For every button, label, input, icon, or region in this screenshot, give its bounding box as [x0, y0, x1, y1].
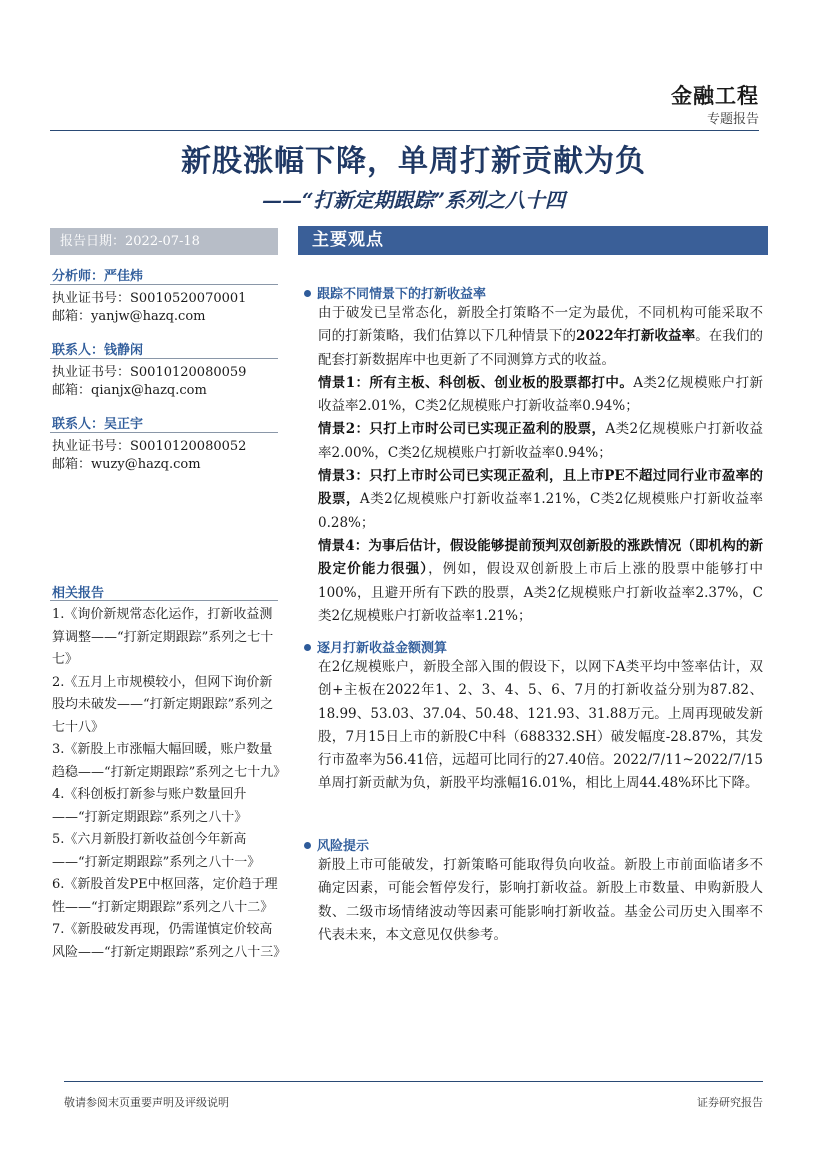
related-report-item[interactable]: 6.《新股首发PE中枢回落，定价趋于理性——“打新定期跟踪”系列之八十二》 [52, 877, 278, 915]
footer-disclaimer: 敬请参阅末页重要声明及评级说明 [64, 1096, 229, 1109]
related-report-item[interactable]: 7.《新股破发再现，仍需谨慎定价较高风险——“打新定期跟踪”系列之八十三》 [52, 922, 287, 960]
section-monthly-body: 在2亿规模账户，新股全部入围的假设下，以网下A类平均中签率估计，双创+主板在2022年1、2、3、4、5、6、7月的打新收益分别为87.82、18.99、53.03、37.04、50.48、121.93、31.88万元。上周再现破发新股，7月15日上市的新股C中科（688332.SH）破发幅度-28.87%，其发行市盈率为56.41倍，远超可比同行的27.40倍。2022/7/11~2022/7/15单周打新贡献为负，新股平均涨幅16.01%，相比上周44.48%环比下降。 [318, 659, 763, 792]
bullet-icon [304, 644, 311, 651]
section-heading [304, 835, 369, 854]
analyst-name: 分析师：严佳炜 [52, 269, 144, 284]
report-type: 专题报告 [706, 112, 759, 127]
scenario-4-text: ，例如，假设双创新股上市后上涨的股票中能够打中100%，且避开所有下跌的股票，A类2亿规模账户打新收益率2.37%，C类2亿规模账户打新收益率1.21%； [318, 561, 764, 624]
section-heading [304, 283, 486, 302]
related-report-item[interactable]: 1.《询价新规常态化运作，打新收益测算调整——“打新定期跟踪”系列之七十七》 [52, 607, 274, 667]
scenario-3 [318, 465, 763, 535]
footer-report-label: 证券研究报告 [697, 1096, 763, 1109]
related-reports-list [52, 604, 287, 964]
related-report-item[interactable]: 5.《六月新股打新收益创今年新高——“打新定期跟踪”系列之八十一》 [52, 832, 261, 870]
analyst-email[interactable]: 邮箱：yanjw@hazq.com [52, 309, 206, 324]
related-divider [50, 600, 278, 601]
contact-divider [50, 358, 278, 359]
related-report-item[interactable]: 3.《新股上市涨幅大幅回暖，账户数量趋稳——“打新定期跟踪”系列之七十九》 [52, 742, 287, 780]
scenario-4-title: 情景4：为事后估计，假设能够提前预判双创新股的涨跌情况（即机构的新股定价能力很强） [318, 537, 763, 578]
scenario-1-title: 情景1：所有主板、科创板、创业板的股票都打中。 [318, 374, 634, 391]
scenario-3-text: A类2亿规模账户打新收益率1.21%，C类2亿规模账户打新收益率0.28%； [318, 491, 763, 531]
section-heading [304, 637, 447, 656]
page-subtitle: ——“打新定期跟踪”系列之八十四 [261, 188, 565, 212]
bullet-icon [304, 290, 311, 297]
analyst-cert: 执业证书号：S0010520070001 [52, 291, 247, 306]
contact-name: 联系人：钱静闲 [52, 343, 144, 358]
scenario-2-text: A类2亿规模账户打新收益率2.00%，C类2亿规模账户打新收益率0.94%； [318, 421, 763, 461]
section-heading-text: 逐月打新收益金额测算 [317, 641, 448, 656]
related-reports-heading: 相关报告 [52, 586, 105, 601]
main-view-bar: 主要观点 [298, 226, 768, 255]
bullet-icon [304, 842, 311, 849]
department-title: 金融工程 [671, 83, 759, 108]
page-title: 新股涨幅下降，单周打新贡献为负 [181, 144, 646, 179]
scenario-2-title: 情景2：只打上市时公司已实现正盈利的股票， [318, 421, 606, 438]
intro-paragraph [318, 302, 763, 372]
scenario-1-text: A类2亿规模账户打新收益率2.01%，C类2亿规模账户打新收益率0.94%； [318, 374, 763, 415]
scenario-1 [318, 372, 763, 419]
intro-text-tail: 。在我们的配套打新数据库中也更新了不同测算方式的收益。 [318, 328, 764, 368]
section-scenarios-body [318, 302, 763, 628]
intro-text: 由于破发已呈常态化，新股全打策略不一定为最优，不同机构可能采取不同的打新策略，我们估算以下几种情景下的 [318, 305, 763, 345]
contact-email[interactable]: 邮箱：qianjx@hazq.com [52, 383, 207, 398]
scenario-4 [318, 535, 763, 628]
header-divider [50, 130, 759, 131]
section-heading-text: 跟踪不同情景下的打新收益率 [317, 287, 487, 302]
contact-name: 联系人：吴正宇 [52, 417, 144, 432]
related-report-item[interactable]: 4.《科创板打新参与账户数量回升——“打新定期跟踪”系列之八十》 [52, 787, 248, 825]
contact-email[interactable]: 邮箱：wuzy@hazq.com [52, 457, 201, 472]
scenario-2 [318, 418, 763, 465]
scenario-3-title: 情景3：只打上市时公司已实现正盈利，且上市PE不超过同行业市盈率的股票， [318, 468, 763, 508]
report-date-bar: 报告日期：2022-07-18 [50, 228, 278, 255]
footer-divider [64, 1081, 763, 1082]
section-risk-body: 新股上市可能破发，打新策略可能取得负向收益。新股上市前面临诸多不确定因素，可能会暂停发行，影响打新收益。新股上市数量、申购新股人数、二级市场情绪波动等因素可能影响打新收益。基金公司历史入围率不代表未来，本文意见仅供参考。 [318, 857, 763, 943]
section-heading-text: 风险提示 [317, 839, 370, 854]
contact-divider [50, 432, 278, 433]
contact-cert: 执业证书号：S0010120080052 [52, 439, 247, 454]
analyst-divider [50, 284, 278, 285]
related-report-item[interactable]: 2.《五月上市规模较小，但网下询价新股均未破发——“打新定期跟踪”系列之七十八》 [52, 674, 274, 735]
contact-cert: 执业证书号：S0010120080059 [52, 365, 247, 380]
intro-bold: 2022年打新收益率 [576, 328, 696, 345]
